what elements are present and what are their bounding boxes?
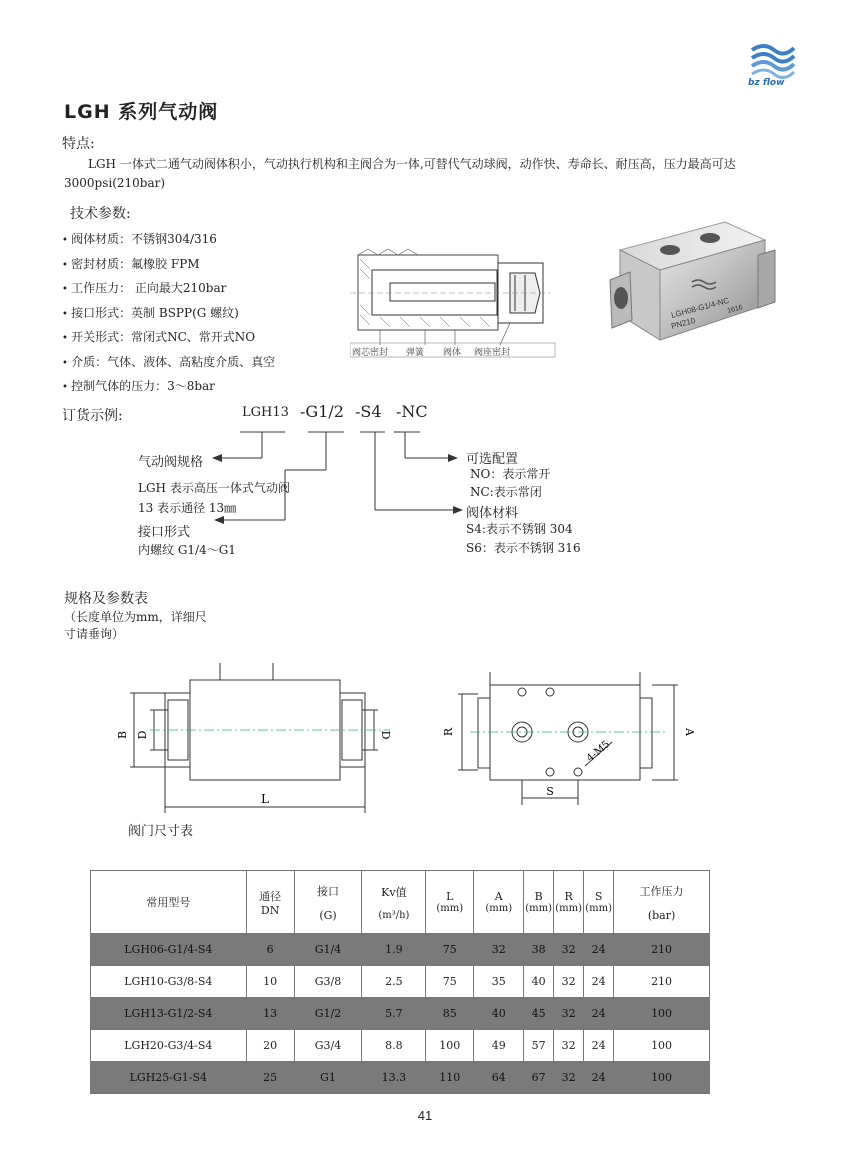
order-code-option: -NC [396,402,428,421]
label-seat-seal: 阀座密封 [474,348,511,358]
table-cell: 5.7 [362,998,426,1030]
table-cell: 13 [246,998,294,1030]
table-cell: 45 [524,998,554,1030]
spec-item: • 开关形式：常闭式NC、常开式NO [62,326,275,351]
table-cell: 10 [246,966,294,998]
header-cell: A (mm) [474,871,524,934]
order-spec-desc2: 13 表示通径 13㎜ [138,501,237,515]
dim-D-left: D [136,730,149,740]
table-row [91,998,710,1030]
table-cell: 35 [474,966,524,998]
table-cell: 110 [426,1062,474,1094]
table-cell: 32 [554,1062,584,1094]
photo-num-text: 1616 [726,304,744,315]
table-cell: G3/4 [294,1030,362,1062]
order-code-model: LGH13 [242,405,289,420]
dim-R: R [442,727,455,737]
table-cell: 32 [554,966,584,998]
spec-item: • 阀体材质：不锈钢304/316 [62,228,275,253]
table-cell: 6 [246,934,294,966]
spec-item: • 控制气体的压力：3～8bar [62,375,275,400]
table-cell: LGH06-G1/4-S4 [91,934,247,966]
table-cell: 8.8 [362,1030,426,1062]
spec-note-2: 寸请垂询） [64,627,125,641]
header-cell: R (mm) [554,871,584,934]
table-cell: 20 [246,1030,294,1062]
table-cell: 75 [426,966,474,998]
spec-item: • 介质：气体、液体、高粘度介质、真空 [62,351,275,376]
table-cell: 40 [474,998,524,1030]
header-cell: 接口 (G) [294,871,362,934]
tech-heading: 技术参数: [70,206,131,222]
table-cell: 24 [584,1030,614,1062]
table-cell: 24 [584,966,614,998]
table-cell: 85 [426,998,474,1030]
table-cell: 100 [426,1030,474,1062]
table-cell: 100 [614,998,710,1030]
drawing-caption: 阀门尺寸表 [128,824,194,839]
header-cell: 通径 DN [246,871,294,934]
header-cell: L (mm) [426,871,474,934]
order-option-nc: NC:表示常闭 [470,485,542,499]
order-option-label: 可选配置 [466,452,519,467]
order-code-material: -S4 [355,402,382,421]
dim-B: B [116,730,129,740]
label-body: 阀体 [443,348,462,358]
side-view-drawing [110,655,410,820]
table-cell: 57 [524,1030,554,1062]
table-cell: 100 [614,1062,710,1094]
spec-item: • 接口形式：英制 BSPP(G 螺纹) [62,302,275,327]
table-cell: 25 [246,1062,294,1094]
order-port-desc: 内螺纹 G1/4～G1 [138,543,236,557]
table-cell: LGH25-G1-S4 [91,1062,247,1094]
order-material-s6: S6：表示不锈钢 316 [466,541,581,555]
table-header-row [91,871,710,934]
order-spec-desc1: LGH 表示高压一体式气动阀 [138,481,290,495]
header-cell: S (mm) [584,871,614,934]
order-code-port: -G1/2 [300,402,344,421]
table-row [91,966,710,998]
table-cell: G1/2 [294,998,362,1030]
parameter-table [90,870,710,1094]
table-cell: 32 [554,1030,584,1062]
table-cell: LGH20-G3/4-S4 [91,1030,247,1062]
table-cell: 64 [474,1062,524,1094]
label-spring: 弹簧 [406,348,425,358]
table-cell: G1/4 [294,934,362,966]
table-cell: 100 [614,1030,710,1062]
spec-note-1: （长度单位为mm，详细尺 [64,610,207,624]
order-option-no: NO：表示常开 [470,467,551,481]
order-port-label: 接口形式 [138,525,191,540]
table-cell: LGH10-G3/8-S4 [91,966,247,998]
table-cell: 24 [584,934,614,966]
table-cell: 13.3 [362,1062,426,1094]
order-spec-label: 气动阀规格 [138,455,204,470]
label-core-seal: 阀芯密封 [352,348,389,358]
top-view-drawing [440,670,700,810]
table-cell: 49 [474,1030,524,1062]
table-cell: 75 [426,934,474,966]
photo-model-text: LGH08-G1/4-NC [670,295,731,320]
dim-D-right: D [379,730,392,740]
photo-pn-text: PN210 [670,315,697,331]
dim-L: L [261,792,269,806]
features-heading: 特点: [62,136,95,152]
table-cell: 32 [554,998,584,1030]
table-cell: 24 [584,1062,614,1094]
table-cell: LGH13-G1/2-S4 [91,998,247,1030]
spec-item: • 密封材质：氟橡胶 FPM [62,253,275,278]
table-cell: 210 [614,966,710,998]
table-row [91,1030,710,1062]
table-row [91,934,710,966]
spec-item: • 工作压力： 正向最大210bar [62,277,275,302]
table-cell: 40 [524,966,554,998]
header-cell: 工作压力 (bar) [614,871,710,934]
page-title: LGH 系列气动阀 [64,101,219,123]
dim-A: A [683,728,696,736]
dim-M5: 4-M5 [584,738,613,765]
order-material-label: 阀体材料 [466,506,519,521]
features-text: LGH 一体式二通气动阀体积小，气动执行机构和主阀合为一体,可替代气动球阀，动作快、寿命长、耐压高，压力最高可达 3000psi(210bar) [64,157,736,190]
table-cell: 32 [554,934,584,966]
logo-text: bz flow [748,78,785,88]
table-cell: G3/8 [294,966,362,998]
order-heading: 订货示例: [62,408,123,424]
page-number: 41 [417,1108,433,1123]
header-cell: B (mm) [524,871,554,934]
table-cell: G1 [294,1062,362,1094]
table-cell: 210 [614,934,710,966]
table-cell: 67 [524,1062,554,1094]
table-cell: 1.9 [362,934,426,966]
table-row [91,1062,710,1094]
table-cell: 2.5 [362,966,426,998]
dim-S: S [546,785,554,798]
header-cell: Kv值 (m³/h) [362,871,426,934]
header-cell: 常用型号 [91,871,247,934]
table-cell: 24 [584,998,614,1030]
spec-heading: 规格及参数表 [64,591,148,607]
table-cell: 38 [524,934,554,966]
order-material-s4: S4:表示不锈钢 304 [466,522,573,536]
table-cell: 32 [474,934,524,966]
